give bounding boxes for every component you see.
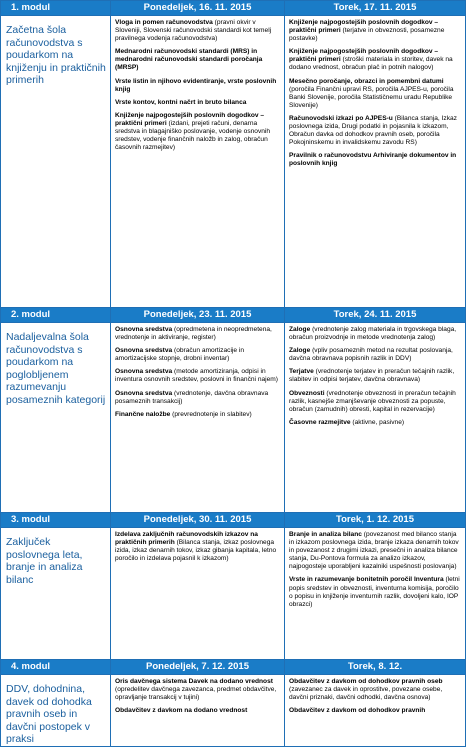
session-description: (vpliv posameznih metod na rezultat poslovanja, davčna obravnava popisnih razlik in DDV) — [289, 347, 453, 363]
tuesday-sessions — [285, 528, 466, 660]
session-topic: Obveznosti — [289, 389, 325, 397]
session-description: (obračun amortizacije in amortizacijske stopnje, drobni inventar) — [115, 347, 245, 363]
monday-sessions — [111, 675, 285, 747]
session-topic: Vloga in pomen računovodstva — [115, 19, 213, 26]
tuesday-sessions — [285, 675, 466, 747]
module-body-row — [1, 16, 466, 308]
tuesday-date: Torek, 24. 11. 2015 — [285, 308, 466, 323]
session-topic: Obdavčitev z davkom na dodano vrednost — [115, 707, 248, 715]
tuesday-date: Torek, 1. 12. 2015 — [285, 513, 466, 528]
session-description: (Bilanca stanja, Izkaz poslovnega izida, Drugi podatki in pojasnila k izkazom, Obračun davka od dohodkov pravnih oseb, poročila Pokojninskemu in invalidskemu zavodu RS) — [289, 114, 457, 147]
session-topic: Obdavčitev z davkom od dohodkov pravnih — [289, 707, 426, 715]
session-topic: Oris davčnega sistema Davek na dodano vrednost — [115, 678, 273, 685]
session-topic: Knjiženje najpogostejših poslovnih dogodkov – praktični primeri — [289, 48, 439, 64]
session-item — [115, 707, 280, 715]
monday-date: Ponedeljek, 16. 11. 2015 — [111, 1, 285, 16]
session-item — [115, 678, 280, 702]
session-description: (poročila Finančni upravi RS, poročila AJPES-u, poročila Banki Slovenije, poročila Statističnemu uradu Republike Slovenije) — [289, 85, 454, 109]
monday-date: Ponedeljek, 23. 11. 2015 — [111, 308, 285, 323]
tuesday-sessions — [285, 323, 466, 513]
session-description: (metode amortiziranja, odpisi in inventura osnovnih sredstev, poslovni in finančni najem) — [115, 368, 278, 384]
session-topic: Osnovna sredstva — [115, 368, 173, 376]
monday-sessions — [111, 16, 285, 308]
session-description: (letni popis sredstev in obveznosti, inventurna komisija, poročilo o popisu in knjiženje inventurnih razlik, dovoljeni kalo, IOP obrazci) — [289, 576, 460, 608]
module-header-row — [1, 513, 466, 528]
module-header-row — [1, 308, 466, 323]
session-description: (zavezanec za davek in oprostitve, povezane osebe, davčni priznaki, davčni odhodki, davčna osnova) — [289, 686, 443, 702]
session-item — [289, 419, 461, 427]
session-item — [289, 531, 461, 571]
session-item — [289, 326, 461, 342]
session-topic: Zaloge — [289, 326, 311, 333]
module-number: 4. modul — [1, 660, 111, 675]
session-item — [289, 19, 461, 43]
session-item — [115, 347, 280, 363]
session-description: (vrednotenje zalog materiala in trgovskega blaga, obračun proizvodnje in metode vrednotenja zalog) — [289, 326, 457, 342]
session-topic: Osnovna sredstva — [115, 347, 173, 355]
module-header-row — [1, 1, 466, 16]
session-description: (stroški materiala in storitev, davek na dodano vrednost, obračun plač in potnih nalogov) — [289, 56, 453, 72]
module-title: Nadaljevalna šola računovodstva s poudarkom na poglobljenem razumevanju posameznih kategorij — [1, 323, 111, 513]
module-number: 2. modul — [1, 308, 111, 323]
tuesday-sessions — [285, 16, 466, 308]
monday-sessions — [111, 323, 285, 513]
session-description: (vrednotenje terjatev in preračun tečajnih razlik, slabitev in odpisi terjatev, davčna obravnava) — [289, 368, 455, 384]
session-item — [115, 368, 280, 384]
module-number: 3. modul — [1, 513, 111, 528]
tuesday-date: Torek, 17. 11. 2015 — [285, 1, 466, 16]
session-description: (aktivne, pasivne) — [350, 418, 405, 426]
session-topic: Knjiženje najpogostejših poslovnih dogodkov – praktični primeri — [115, 111, 265, 127]
tuesday-date: Torek, 8. 12. — [285, 660, 466, 675]
module-header-row — [1, 660, 466, 675]
session-item — [289, 78, 461, 110]
session-item — [115, 411, 280, 419]
session-description: (terjatve in obveznosti, posamezne postavke) — [289, 27, 445, 43]
session-topic: Mesečno poročanje, obrazci in pomembni datumi — [289, 77, 444, 85]
session-topic: Pravilnik o računovodstvu Arhiviranje dokumentov in poslovnih knjig — [289, 152, 457, 168]
monday-sessions — [111, 528, 285, 660]
session-topic: Osnovna sredstva — [115, 389, 173, 397]
session-item — [115, 531, 280, 563]
session-item — [115, 326, 280, 342]
session-item — [115, 48, 280, 72]
session-item — [289, 115, 461, 147]
monday-date: Ponedeljek, 30. 11. 2015 — [111, 513, 285, 528]
session-item — [115, 19, 280, 43]
session-item — [289, 678, 461, 702]
session-item — [115, 99, 280, 107]
session-topic: Obdavčitev z davkom od dohodkov pravnih oseb — [289, 678, 443, 685]
session-topic: Časovne razmejitve — [289, 418, 351, 426]
session-topic: Vrste kontov, kontni načrt in bruto bilanca — [115, 98, 247, 106]
session-description: (povezanost med bilanco stanja in izkazom poslovnega izida, branje izkaza denarnih tokov in povezanost z drugimi izkazi, presečni in analiza bilance stanja, Du-Pontova formula za analizo izkazov, najpogosteje uporabljeni kazalniki uspešnosti poslovanja) — [289, 531, 459, 571]
module-number: 1. modul — [1, 1, 111, 16]
session-item — [115, 112, 280, 152]
session-description: (prevrednotenje in slabitev) — [170, 410, 252, 418]
session-topic: Zaloge — [289, 347, 311, 355]
module-title: Zaključek poslovnega leta, branje in analiza bilanc — [1, 528, 111, 660]
session-item — [289, 576, 461, 608]
session-item — [289, 152, 461, 168]
session-topic: Mednarodni računovodski standardi (MRS) in mednarodni računovodski standardi poročanja (MRSP) — [115, 48, 263, 72]
session-item — [289, 390, 461, 414]
session-description: (izdani, prejeti računi, denarna sredstva in blagajniško poslovanje, vodenje osnovnih sredstev, vodenje finančnih naložb in zalog, obračun časovnih razmejitev) — [115, 119, 271, 152]
module-body-row — [1, 323, 466, 513]
session-description: (opredelitev davčnega zavezanca, predmet obdavčitve, opravljanje transakcij v tujini) — [115, 686, 277, 702]
session-item — [289, 707, 461, 715]
session-topic: Vrste listin in njihovo evidentiranje, vrste poslovnih knjig — [115, 77, 277, 93]
session-item — [289, 368, 461, 384]
session-description: (Bilanca stanja, izkaz poslovnega izida, izkaz denarnih tokov, izkaz gibanja kapitala, letno poročilo in izdelava pojasnil k izkazom) — [115, 539, 277, 563]
session-description: (vrednotenje, davčna obravnava posameznih transakcij) — [115, 389, 269, 405]
monday-date: Ponedeljek, 7. 12. 2015 — [111, 660, 285, 675]
session-topic: Finančne naložbe — [115, 410, 171, 418]
session-item — [115, 78, 280, 94]
module-title: DDV, dohodnina, davek od dohodka pravnih oseb in davčni postopek v praksi — [1, 675, 111, 747]
session-description: (pravni okvir v Sloveniji, Slovenski računovodski standardi kot temelj pravilnega vodenja računovodstva) — [115, 19, 272, 43]
module-body-row — [1, 528, 466, 660]
session-topic: Računovodski izkazi po AJPES-u — [289, 114, 393, 122]
session-topic: Terjatve — [289, 368, 314, 376]
session-topic: Izdelava zaključnih računovodskih izkazov na praktičnih primerih — [115, 531, 258, 547]
session-topic: Knjiženje najpogostejših poslovnih dogodkov – praktični primeri — [289, 19, 439, 35]
session-item — [115, 390, 280, 406]
session-description: (vrednotenje obveznosti in preračun tečajnih razlik, kasnejše zmanjševanje obveznosti za popuste, obračun (zamudnih) obresti, kapital in rezervacije) — [289, 389, 456, 413]
session-topic: Vrste in razumevanje bonitetnih poročil Inventura — [289, 576, 444, 584]
session-item — [289, 48, 461, 72]
module-body-row — [1, 675, 466, 747]
session-description: (opredmetena in neopredmetena, vrednotenje in aktiviranje, register) — [115, 326, 272, 342]
session-topic: Osnovna sredstva — [115, 326, 173, 333]
module-title: Začetna šola računovodstva s poudarkom na knjiženju in praktičnih primerih — [1, 16, 111, 308]
session-item — [289, 347, 461, 363]
session-topic: Branje in analiza bilanc — [289, 531, 362, 538]
